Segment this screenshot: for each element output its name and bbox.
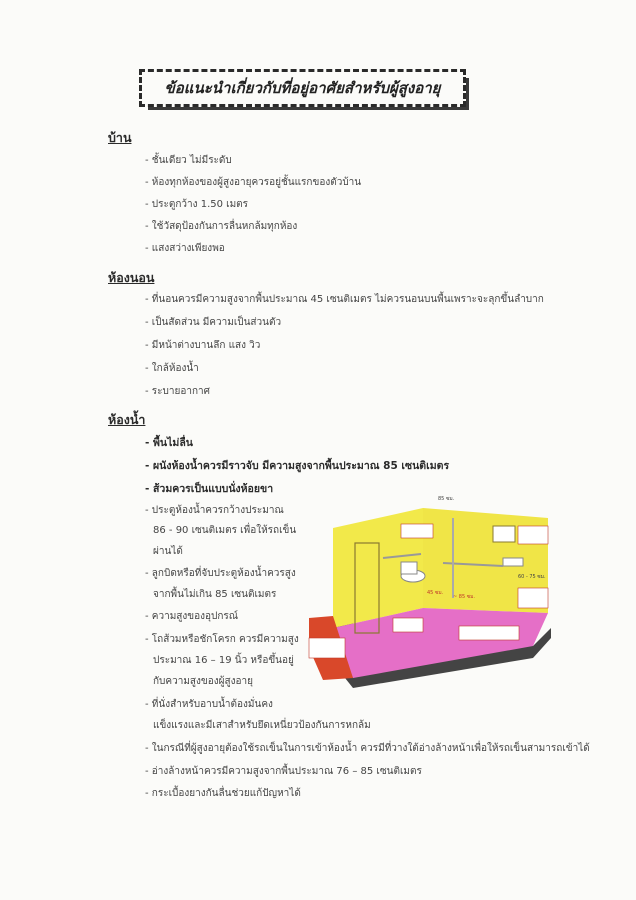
list-item: - มีหน้าต่างบานลึก แสง วิว xyxy=(145,340,261,351)
list-item: - ใกล้ห้องน้ำ xyxy=(145,363,199,374)
annotation-box xyxy=(518,588,548,608)
list-item: - ที่นอนควรมีความสูงจากพื้นประมาณ 45 เซนติเมตร ไม่ควรนอนบนพื้นเพราะจะลุกขึ้นลำบาก xyxy=(145,294,544,305)
list-item: - ที่นั่งสำหรับอาบน้ำต้องมั่นคง xyxy=(145,699,273,710)
list-item: - ลูกบิดหรือที่จับประตูห้องน้ำควรสูง xyxy=(145,568,296,579)
dim-label: 60 - 75 ซม. xyxy=(518,574,546,580)
list-item: - ระบายอากาศ xyxy=(145,386,210,397)
dim-label: 45 ซม. xyxy=(427,590,444,596)
list-item: - โถส้วมหรือชักโครก ควรมีความสูง xyxy=(145,634,299,645)
list-item: - กระเบื้องยางกันลื่นช่วยแก้ปัญหาได้ xyxy=(145,788,301,799)
dim-label: ~ 85 ซม. xyxy=(453,594,476,600)
list-item-bold: - ส้วมควรเป็นแบบนั่งห้อยขา xyxy=(145,483,274,495)
list-item-bold: - ผนังห้องน้ำควรมีราวจับ มีความสูงจากพื้นประมาณ 85 เซนติเมตร xyxy=(145,460,450,472)
list-item: - อ่างล้างหน้าควรมีความสูงจากพื้นประมาณ 76 – 85 เซนติเมตร xyxy=(145,766,422,777)
list-item: - แสงสว่างเพียงพอ xyxy=(145,243,225,254)
title-box xyxy=(139,69,466,107)
dim-label: 85 ซม. xyxy=(438,496,455,502)
list-item-cont: 86 - 90 เซนติเมตร เพื่อให้รถเข็น xyxy=(153,525,297,536)
annotation-box xyxy=(309,638,345,658)
section-heading-bathroom: ห้องน้ำ xyxy=(108,412,146,427)
list-item: - ประตูห้องน้ำควรกว้างประมาณ xyxy=(145,505,284,516)
list-item: - ความสูงของอุปกรณ์ xyxy=(145,611,239,622)
toilet-tank xyxy=(401,562,417,574)
annotation-box xyxy=(518,526,548,544)
bathroom-illustration xyxy=(303,488,558,693)
list-item: - ใช้วัสดุป้องกันการลื่นหกล้มทุกห้อง xyxy=(145,221,298,232)
annotation-box xyxy=(401,524,433,538)
list-item-cont: ประมาณ 16 – 19 นิ้ว หรือขึ้นอยู่ xyxy=(153,655,294,666)
annotation-box xyxy=(393,618,423,632)
window xyxy=(493,526,515,542)
list-item-cont: กับความสูงของผู้สูงอายุ xyxy=(153,676,253,687)
list-item: - เป็นสัดส่วน มีความเป็นส่วนตัว xyxy=(145,317,282,328)
list-item: - ประตูกว้าง 1.50 เมตร xyxy=(145,199,249,210)
section-heading-bedroom: ห้องนอน xyxy=(108,270,155,285)
list-item-cont: ผ่านได้ xyxy=(153,546,183,557)
sink xyxy=(503,558,523,566)
list-item: - ชั้นเดียว ไม่มีระดับ xyxy=(145,155,232,166)
list-item: - ในกรณีที่ผู้สูงอายุต้องใช้รถเข็นในการเข้าห้องน้ำ ควรมีที่วางใต้อ่างล้างหน้าเพื่อให้รถเข็นสามารถเข้าได้ xyxy=(145,743,590,754)
bathroom-illustration-svg xyxy=(303,488,558,693)
list-item-cont: จากพื้นไม่เกิน 85 เซนติเมตร xyxy=(153,589,277,600)
annotation-box xyxy=(459,626,519,640)
page-title: ข้อแนะนำเกี่ยวกับที่อยู่อาศัยสำหรับผู้สูงอายุ xyxy=(164,79,441,97)
section-heading-house: บ้าน xyxy=(108,130,132,145)
list-item-cont: แข็งแรงและมีเสาสำหรับยึดเหนี่ยวป้องกันการหกล้ม xyxy=(153,720,371,731)
list-item-bold: - พื้นไม่ลื่น xyxy=(145,437,193,449)
list-item: - ห้องทุกห้องของผู้สูงอายุควรอยู่ชั้นแรกของตัวบ้าน xyxy=(145,177,362,188)
